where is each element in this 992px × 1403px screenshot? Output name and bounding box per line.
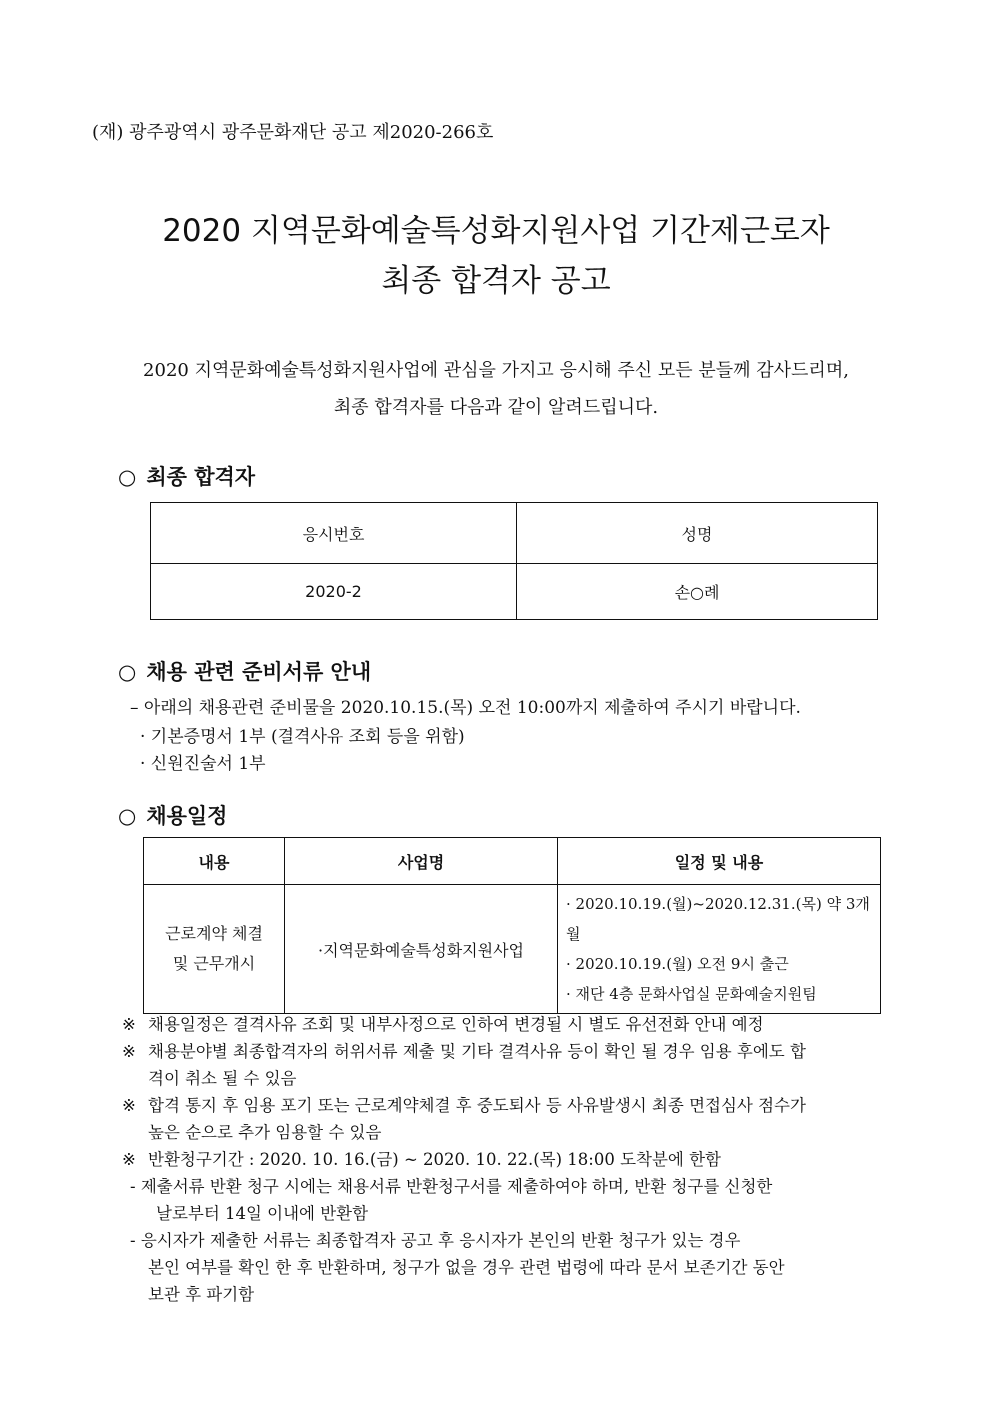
note-text: 합격 통지 후 임용 포기 또는 근로계약체결 후 중도퇴사 등 사유발생시 최종 면접심사 점수가 <box>148 1096 806 1115</box>
note-item <box>122 1011 902 1038</box>
notice-number: (재) 광주광역시 광주문화재단 공고 제2020-266호 <box>92 122 494 143</box>
section-documents-heading <box>118 656 371 686</box>
documents-item: · 신원진술서 1부 <box>140 754 266 774</box>
note-text: 높은 순으로 추가 임용할 수 있음 <box>148 1123 382 1142</box>
note-text: 날로부터 14일 이내에 반환함 <box>156 1204 369 1223</box>
header-exam-number: 응시번호 <box>151 503 517 564</box>
note-text: 채용일정은 결격사유 조회 및 내부사정으로 인하여 변경될 시 별도 유선전화 안내 예정 <box>148 1015 764 1034</box>
table-row <box>151 564 878 620</box>
finalists-table <box>150 502 878 620</box>
cell-content <box>144 885 285 1014</box>
schedule-table <box>143 837 881 1014</box>
section-title: 최종 합격자 <box>146 464 256 489</box>
section-schedule-heading <box>118 800 227 830</box>
note-item <box>122 1038 902 1092</box>
schedule-line: · 2020.10.19.(월)~2020.12.31.(목) 약 3개월 <box>566 895 870 943</box>
header-schedule: 일정 및 내용 <box>558 838 881 885</box>
table-header-row <box>144 838 881 885</box>
note-text: - 응시자가 제출한 서류는 최종합격자 공고 후 응시자가 본인의 반환 청구가 있는 경우 <box>130 1231 741 1250</box>
note-text: 보관 후 파기함 <box>148 1285 255 1304</box>
intro-line-1: 2020 지역문화예술특성화지원사업에 관심을 가지고 응시해 주신 모든 분들께 감사드리며, <box>143 360 849 381</box>
note-text: 격이 취소 될 수 있음 <box>148 1069 297 1088</box>
intro-line-2: 최종 합격자를 다음과 같이 알려드립니다. <box>333 397 659 418</box>
section-title: 채용일정 <box>146 803 228 828</box>
reference-mark-icon: ※ <box>122 1042 136 1061</box>
header-project: 사업명 <box>285 838 558 885</box>
schedule-line: · 2020.10.19.(월) 오전 9시 출근 <box>566 955 789 973</box>
note-text: - 제출서류 반환 청구 시에는 채용서류 반환청구서를 제출하여야 하며, 반환 청구를 신청한 <box>130 1177 773 1196</box>
circle-bullet-icon: ○ <box>118 660 137 684</box>
section-title: 채용 관련 준비서류 안내 <box>146 659 372 684</box>
documents-instruction: – 아래의 채용관련 준비물을 2020.10.15.(목) 오전 10:00까지 제출하여 주시기 바랍니다. <box>130 698 801 718</box>
circle-bullet-icon: ○ <box>118 804 137 828</box>
note-subitem <box>122 1227 902 1308</box>
notes-block <box>122 1011 902 1308</box>
content-line: 및 근무개시 <box>172 954 256 973</box>
documents-item: · 기본증명서 1부 (결격사유 조회 등을 위함) <box>140 727 465 747</box>
note-item <box>122 1146 902 1173</box>
section-finalists-heading <box>118 461 255 491</box>
header-content: 내용 <box>144 838 285 885</box>
reference-mark-icon: ※ <box>122 1015 136 1034</box>
reference-mark-icon: ※ <box>122 1096 136 1115</box>
note-text: 반환청구기간 : 2020. 10. 16.(금) ~ 2020. 10. 22.(목) 18:00 도착분에 한함 <box>148 1150 721 1169</box>
note-item <box>122 1092 902 1146</box>
reference-mark-icon: ※ <box>122 1150 136 1169</box>
cell-exam-number: 2020-2 <box>151 564 517 620</box>
note-text: 채용분야별 최종합격자의 허위서류 제출 및 기타 결격사유 등이 확인 될 경우 임용 후에도 합 <box>148 1042 806 1061</box>
table-row <box>144 885 881 1014</box>
table-header-row <box>151 503 878 564</box>
content-line: 근로계약 체결 <box>165 924 263 943</box>
page-title: 2020 지역문화예술특성화지원사업 기간제근로자 <box>162 213 830 249</box>
cell-project: ·지역문화예술특성화지원사업 <box>285 885 558 1014</box>
note-subitem <box>122 1173 902 1227</box>
schedule-line: · 재단 4층 문화사업실 문화예술지원팀 <box>566 985 817 1003</box>
header-name: 성명 <box>517 503 878 564</box>
circle-bullet-icon: ○ <box>118 465 137 489</box>
cell-name: 손○례 <box>517 564 878 620</box>
cell-schedule <box>558 885 881 1014</box>
page-subtitle: 최종 합격자 공고 <box>381 263 611 299</box>
note-text: 본인 여부를 확인 한 후 반환하며, 청구가 없을 경우 관련 법령에 따라 문서 보존기간 동안 <box>148 1258 785 1277</box>
